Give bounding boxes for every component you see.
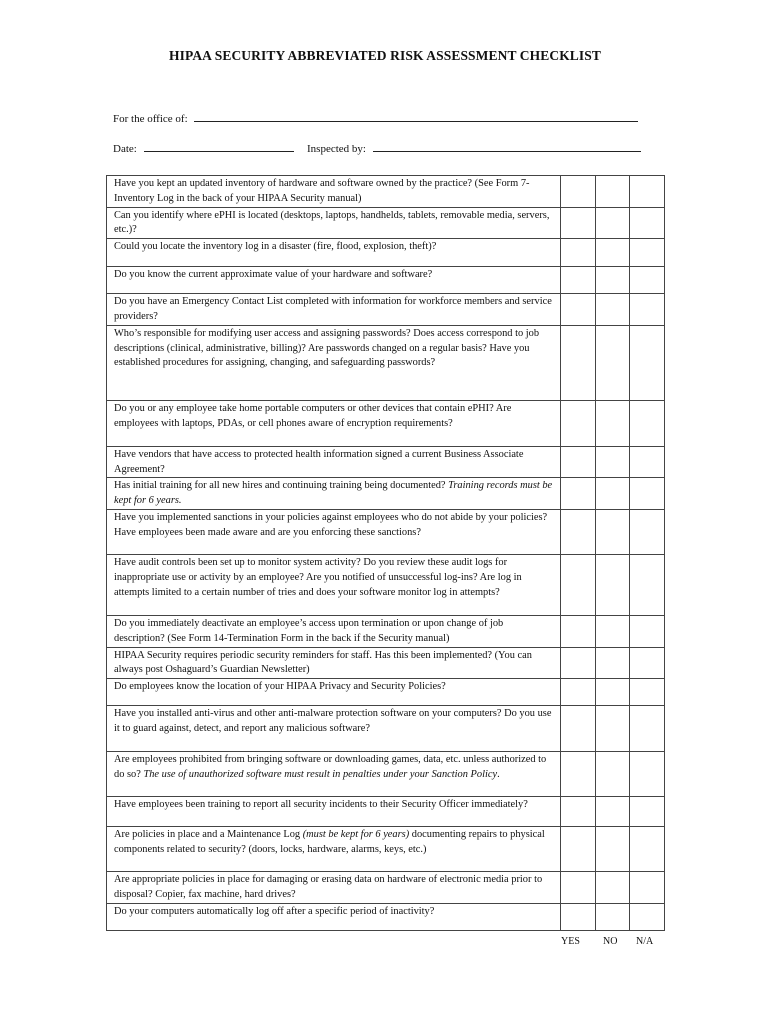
na-checkbox[interactable] — [630, 294, 665, 326]
question-segment: Have you installed anti-virus and other anti-malware protection software on your computers? Do you use it to guard against, detect, and report any malicious software? — [114, 708, 552, 734]
date-blank[interactable] — [144, 140, 294, 152]
no-checkbox[interactable] — [596, 903, 630, 930]
checklist-row — [107, 752, 665, 797]
question-segment: Have audit controls been set up to monitor system activity? Do you review these audit logs for inappropriate use or activity by an employee? Are you notified of unsuccessful log-ins? Are log in attempts limited to a certain number of tries and does your software monitor log in attempts? — [114, 556, 522, 598]
na-checkbox[interactable] — [630, 446, 665, 478]
na-checkbox[interactable] — [630, 752, 665, 797]
yes-checkbox[interactable] — [561, 679, 596, 706]
no-checkbox[interactable] — [596, 615, 630, 647]
yes-checkbox[interactable] — [561, 827, 596, 872]
checklist-row — [107, 400, 665, 446]
no-checkbox[interactable] — [596, 239, 630, 267]
inspected-label: Inspected by: — [307, 143, 366, 155]
inspected-field — [307, 140, 641, 155]
question-text — [107, 797, 561, 827]
question-segment: Do you immediately deactivate an employee’s access upon termination or upon change of job description? (See Form 14-Termination Form in the back if the Security manual) — [114, 617, 504, 644]
date-field — [113, 140, 294, 155]
checklist-row — [107, 478, 665, 510]
no-checkbox[interactable] — [596, 679, 630, 706]
checklist-row — [107, 872, 665, 904]
checklist-row — [107, 615, 665, 647]
no-checkbox[interactable] — [596, 176, 630, 208]
no-checkbox[interactable] — [596, 797, 630, 827]
checklist-row — [107, 647, 665, 679]
no-checkbox[interactable] — [596, 872, 630, 904]
checklist-row — [107, 509, 665, 554]
na-checkbox[interactable] — [630, 267, 665, 294]
checklist-table — [106, 175, 665, 931]
question-segment: Are policies in place and a Maintenance Log — [114, 829, 303, 841]
checklist-row — [107, 207, 665, 239]
na-checkbox[interactable] — [630, 325, 665, 400]
office-label: For the office of: — [113, 113, 188, 125]
no-checkbox[interactable] — [596, 400, 630, 446]
question-segment: . — [497, 768, 500, 780]
checklist-row — [107, 239, 665, 267]
yes-checkbox[interactable] — [561, 903, 596, 930]
na-checkbox[interactable] — [630, 400, 665, 446]
yes-checkbox[interactable] — [561, 554, 596, 615]
no-checkbox[interactable] — [596, 325, 630, 400]
question-segment: Are employees prohibited from bringing software or downloading games, data, etc. unless authorized to do so? — [114, 754, 547, 780]
no-checkbox[interactable] — [596, 509, 630, 554]
yes-checkbox[interactable] — [561, 176, 596, 208]
no-checkbox[interactable] — [596, 706, 630, 752]
yes-checkbox[interactable] — [561, 872, 596, 904]
question-segment: Who’s responsible for modifying user access and assigning passwords? Does access correspond to job descriptions (clinical, administrative, billing)? Are passwords changed on a regular basis? Have you established procedures for assigning, changing, and safeguarding passwords? — [114, 327, 540, 369]
na-checkbox[interactable] — [630, 239, 665, 267]
question-text — [107, 294, 561, 326]
no-column-label: NO — [603, 936, 618, 947]
question-text — [107, 509, 561, 554]
na-checkbox[interactable] — [630, 827, 665, 872]
no-checkbox[interactable] — [596, 478, 630, 510]
checklist-row — [107, 325, 665, 400]
checklist-row — [107, 827, 665, 872]
question-segment: Have employees been training to report all security incidents to their Security Officer immediately? — [114, 799, 528, 811]
checklist-row — [107, 294, 665, 326]
question-segment: Have vendors that have access to protected health information signed a current Business Associate Agreement? — [114, 448, 524, 475]
question-text — [107, 176, 561, 208]
question-text — [107, 239, 561, 267]
no-checkbox[interactable] — [596, 752, 630, 797]
question-text — [107, 207, 561, 239]
na-checkbox[interactable] — [630, 797, 665, 827]
inspected-blank[interactable] — [373, 140, 641, 152]
yes-checkbox[interactable] — [561, 647, 596, 679]
office-blank[interactable] — [194, 110, 638, 122]
question-segment: Can you identify where ePHI is located (desktops, laptops, handhelds, tablets, removable media, servers, etc.)? — [114, 209, 550, 236]
checklist-row — [107, 446, 665, 478]
no-checkbox[interactable] — [596, 294, 630, 326]
na-checkbox[interactable] — [630, 679, 665, 706]
question-note: Training records must be kept for 6 years. — [114, 480, 553, 507]
page-title: HIPAA SECURITY ABBREVIATED RISK ASSESSMENT CHECKLIST — [169, 48, 601, 63]
na-column-label: N/A — [636, 936, 654, 947]
question-segment: Do you know the current approximate value of your hardware and software? — [114, 269, 433, 281]
question-segment: Do you or any employee take home portable computers or other devices that contain ePHI? Are employees with laptops, PDAs, or cell phones aware of encryption requirements? — [114, 402, 512, 429]
question-text — [107, 872, 561, 904]
question-segment: Do you have an Emergency Contact List completed with information for workforce members and service providers? — [114, 296, 552, 322]
yes-checkbox[interactable] — [561, 267, 596, 294]
question-text — [107, 706, 561, 752]
no-checkbox[interactable] — [596, 446, 630, 478]
checklist-row — [107, 797, 665, 827]
na-checkbox[interactable] — [630, 478, 665, 510]
checklist-row — [107, 706, 665, 752]
checklist-body — [107, 176, 665, 931]
question-segment: Are appropriate policies in place for damaging or erasing data on hardware of electronic media prior to disposal? Copier, fax machine, hard drives? — [114, 874, 543, 900]
question-text — [107, 752, 561, 797]
office-field — [113, 110, 638, 125]
checklist-row — [107, 679, 665, 706]
question-segment: Have you implemented sanctions in your policies against employees who do not abide by your policies? Have employees been made aware and are you enforcing these sanctions? — [114, 511, 548, 538]
yes-checkbox[interactable] — [561, 400, 596, 446]
na-checkbox[interactable] — [630, 176, 665, 208]
no-checkbox[interactable] — [596, 267, 630, 294]
yes-checkbox[interactable] — [561, 207, 596, 239]
no-checkbox[interactable] — [596, 554, 630, 615]
na-checkbox[interactable] — [630, 207, 665, 239]
no-checkbox[interactable] — [596, 647, 630, 679]
checklist-row — [107, 267, 665, 294]
yes-column-label: YES — [561, 936, 580, 947]
yes-checkbox[interactable] — [561, 615, 596, 647]
question-text — [107, 903, 561, 930]
yes-checkbox[interactable] — [561, 706, 596, 752]
yes-checkbox[interactable] — [561, 478, 596, 510]
yes-checkbox[interactable] — [561, 325, 596, 400]
na-checkbox[interactable] — [630, 554, 665, 615]
question-text — [107, 615, 561, 647]
na-checkbox[interactable] — [630, 872, 665, 904]
yes-checkbox[interactable] — [561, 797, 596, 827]
question-text — [107, 400, 561, 446]
question-segment: HIPAA Security requires periodic security reminders for staff. Has this been implemented? (You can always post Oshaguard’s Guardian Newsletter) — [114, 649, 532, 676]
yes-checkbox[interactable] — [561, 239, 596, 267]
checklist-row — [107, 903, 665, 930]
no-checkbox[interactable] — [596, 827, 630, 872]
question-note: The use of unauthorized software must result in penalties under your Sanction Policy — [143, 768, 498, 780]
date-label: Date: — [113, 143, 137, 155]
checklist-row — [107, 554, 665, 615]
na-checkbox[interactable] — [630, 647, 665, 679]
question-text — [107, 647, 561, 679]
question-segment: Do employees know the location of your HIPAA Privacy and Security Policies? — [114, 681, 446, 693]
yes-checkbox[interactable] — [561, 509, 596, 554]
yes-checkbox[interactable] — [561, 294, 596, 326]
question-note: (must be kept for 6 years) — [302, 829, 410, 841]
question-text — [107, 325, 561, 400]
yes-checkbox[interactable] — [561, 446, 596, 478]
na-checkbox[interactable] — [630, 903, 665, 930]
question-text — [107, 554, 561, 615]
question-text — [107, 267, 561, 294]
question-text — [107, 679, 561, 706]
question-text — [107, 827, 561, 872]
checklist-row — [107, 176, 665, 208]
question-segment: Have you kept an updated inventory of hardware and software owned by the practice? (See Form 7-Inventory Log in the back of your HIPAA Security manual) — [114, 178, 530, 204]
na-checkbox[interactable] — [630, 706, 665, 752]
no-checkbox[interactable] — [596, 207, 630, 239]
na-checkbox[interactable] — [630, 615, 665, 647]
question-segment: Do your computers automatically log off after a specific period of inactivity? — [114, 905, 435, 917]
question-text — [107, 478, 561, 510]
na-checkbox[interactable] — [630, 509, 665, 554]
question-text — [107, 446, 561, 478]
question-segment: documenting repairs to physical components related to security? (doors, locks, hardware, alarms, keys, etc.) — [114, 829, 545, 855]
question-segment: Could you locate the inventory log in a disaster (fire, flood, explosion, theft)? — [114, 241, 437, 253]
yes-checkbox[interactable] — [561, 752, 596, 797]
question-segment: Has initial training for all new hires and continuing training being documented? — [114, 480, 449, 492]
